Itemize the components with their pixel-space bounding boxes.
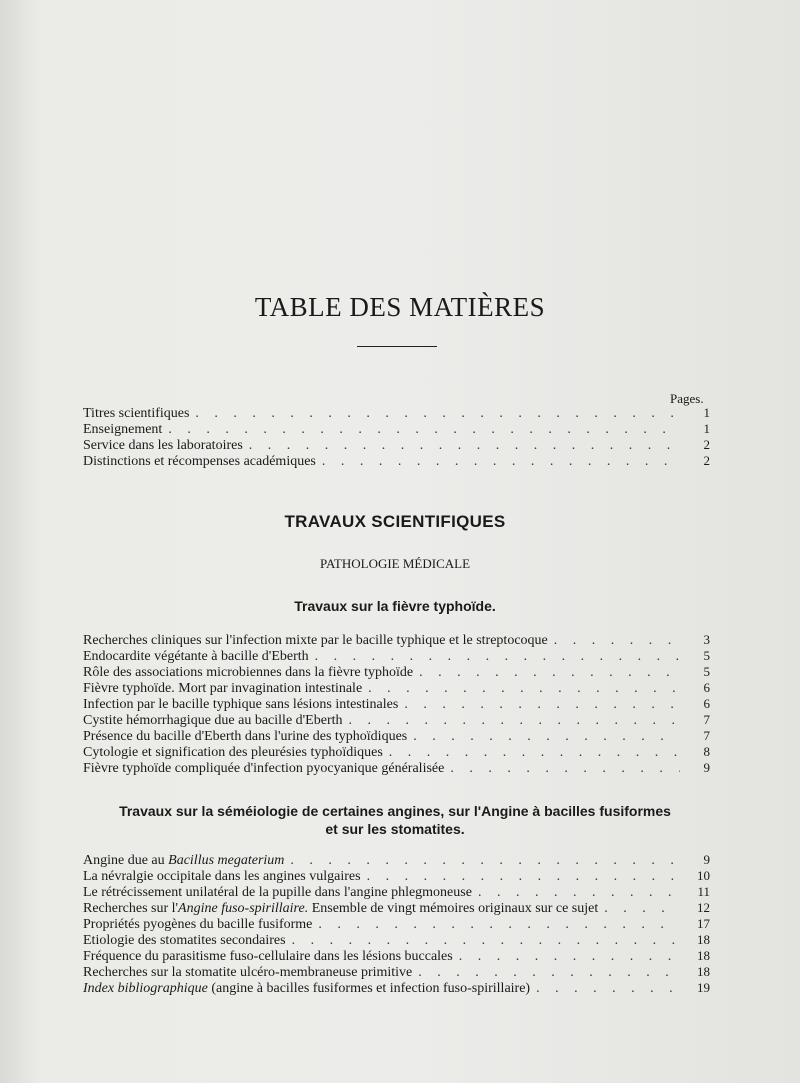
toc-entry: Rôle des associations microbiennes dans la fièvre typhoïde . . . 5	[83, 664, 710, 681]
page-title: TABLE DES MATIÈRES	[254, 292, 546, 322]
toc-entry: La névralgie occipitale dans les angines vulgaires . . . 10	[83, 868, 710, 885]
toc-entry: Endocardite végétante à bacille d'Eberth . . . 5	[83, 648, 710, 665]
section-title: TRAVAUX SCIENTIFIQUES	[284, 512, 506, 531]
toc-entry: Titres scientifiques . . . 1	[83, 405, 710, 422]
toc-entry: Recherches cliniques sur l'infection mixte par le bacille typhique et le streptocoque . . . 3	[83, 632, 710, 649]
toc-entry: Distinctions et récompenses académiques . . . 2	[83, 453, 710, 470]
pages-column-header: Pages.	[670, 391, 704, 406]
toc-entry: Le rétrécissement unilatéral de la pupille dans l'angine phlegmoneuse . . . 11	[83, 884, 710, 901]
toc-entry: Etiologie des stomatites secondaires . . . 18	[83, 932, 710, 949]
toc-entry: Enseignement . . . 1	[83, 421, 710, 438]
subsection-title: PATHOLOGIE MÉDICALE	[319, 556, 471, 571]
group-title-angines: Travaux sur la séméiologie de certaines angines, sur l'Angine à bacilles fusiformes et sur les stomatites.	[119, 803, 671, 837]
toc-entry: Cytologie et signification des pleurésies typhoïdiques . . . 8	[83, 744, 710, 761]
toc-entry: Recherches sur l'Angine fuso-spirillaire. Ensemble de vingt mémoires originaux sur ce sujet . . . 12	[83, 900, 710, 917]
group-title-typhoid: Travaux sur la fièvre typhoïde.	[294, 598, 496, 614]
toc-entry: Cystite hémorrhagique due au bacille d'Eberth . . . 7	[83, 712, 710, 729]
toc-entry: Index bibliographique (angine à bacilles fusiformes et infection fuso-spirillaire) . . . 19	[83, 980, 710, 997]
toc-entry: Infection par le bacille typhique sans lésions intestinales . . . 6	[83, 696, 710, 713]
toc-entry: Angine due au Bacillus megaterium . . . 9	[83, 852, 710, 869]
title-divider	[357, 346, 437, 347]
toc-entry: Recherches sur la stomatite ulcéro-membraneuse primitive . . . 18	[83, 964, 710, 981]
toc-entry: Présence du bacille d'Eberth dans l'urine des typhoïdiques . . . 7	[83, 728, 710, 745]
toc-entry: Service dans les laboratoires . . . 2	[83, 437, 710, 454]
toc-entry: Fièvre typhoïde compliquée d'infection pyocyanique généralisée . . . 9	[83, 760, 710, 777]
toc-entry: Fréquence du parasitisme fuso-cellulaire dans les lésions buccales . . . 18	[83, 948, 710, 965]
toc-entry: Fièvre typhoïde. Mort par invagination intestinale . . . 6	[83, 680, 710, 697]
toc-entry: Propriétés pyogènes du bacille fusiforme . . . 17	[83, 916, 710, 933]
